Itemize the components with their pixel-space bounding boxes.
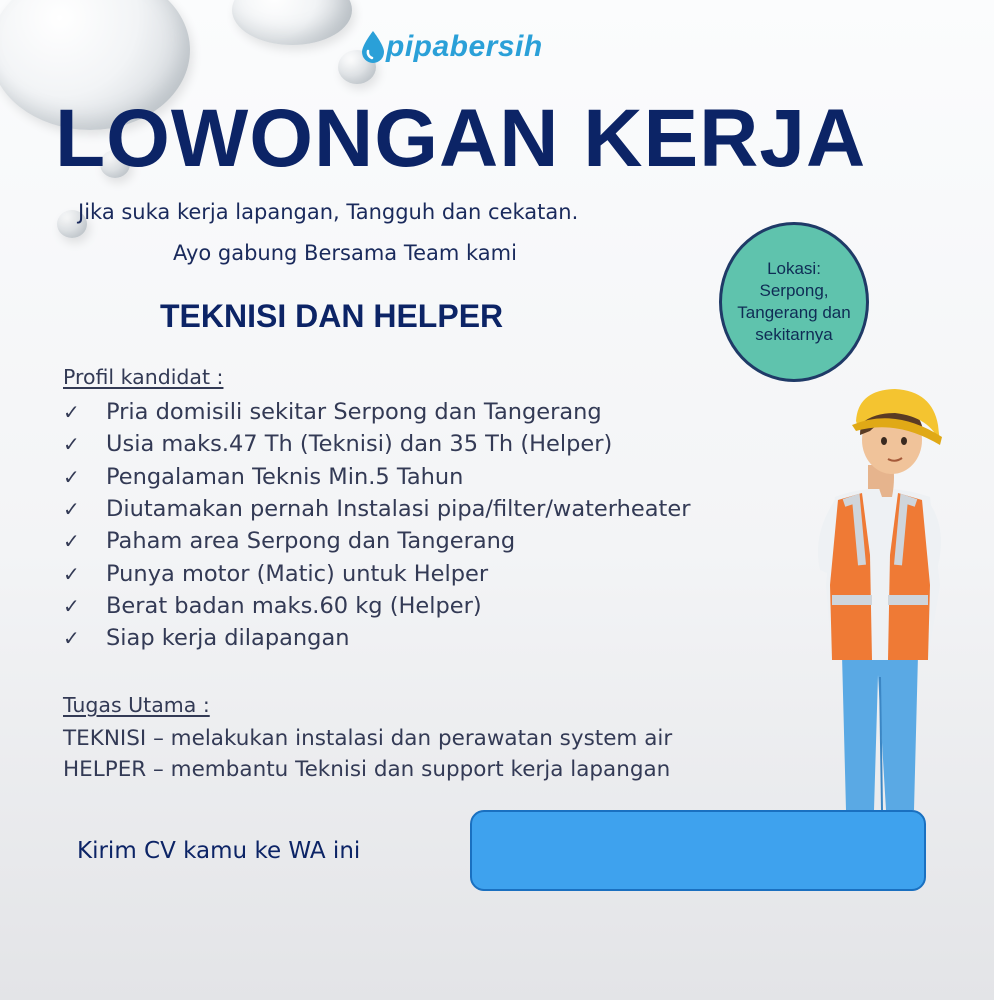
water-drop-icon (360, 30, 386, 64)
location-line: Serpong, (759, 281, 829, 300)
position-title: TEKNISI DAN HELPER (160, 298, 504, 334)
duty-helper: HELPER – membantu Teknisi dan support kerja lapangan (63, 757, 671, 782)
list-item: ✓ Diutamakan pernah Instalasi pipa/filter/waterheater (63, 496, 691, 523)
checkmark-icon: ✓ (63, 497, 80, 522)
checkmark-icon: ✓ (63, 432, 80, 457)
checkmark-icon: ✓ (63, 464, 80, 489)
checkmark-icon: ✓ (63, 626, 80, 651)
brand-logo (360, 30, 543, 64)
list-item: ✓ Punya motor (Matic) untuk Helper (63, 560, 489, 587)
worker-illustration (800, 385, 960, 815)
checkmark-icon: ✓ (63, 529, 80, 554)
checkmark-icon: ✓ (63, 593, 80, 618)
location-line: sekitarnya (755, 325, 833, 344)
profile-section-label: Profil kandidat : (63, 365, 224, 389)
list-item: ✓ Pria domisili sekitar Serpong dan Tangerang (63, 399, 602, 426)
list-item: ✓ Usia maks.47 Th (Teknisi) dan 35 Th (Helper) (63, 431, 613, 458)
checkmark-icon: ✓ (63, 561, 80, 586)
list-item: ✓ Pengalaman Teknis Min.5 Tahun (63, 463, 464, 490)
cta-text: Kirim CV kamu ke WA ini (77, 838, 361, 864)
location-badge (719, 222, 869, 382)
whatsapp-contact-box[interactable] (470, 810, 926, 891)
tagline-line-1: Jika suka kerja lapangan, Tangguh dan cekatan. (78, 200, 579, 224)
tagline-line-2: Ayo gabung Bersama Team kami (173, 241, 517, 265)
list-item: ✓ Siap kerja dilapangan (63, 625, 350, 652)
requirements-list (63, 396, 690, 654)
list-item: ✓ Berat badan maks.60 kg (Helper) (63, 592, 482, 619)
duty-teknisi: TEKNISI – melakukan instalasi dan perawatan system air (63, 726, 673, 751)
location-label: Lokasi: (767, 259, 821, 278)
page-title: LOWONGAN KERJA (55, 93, 867, 184)
water-drop-decoration (232, 0, 352, 45)
location-line: Tangerang dan (737, 303, 851, 322)
checkmark-icon: ✓ (63, 400, 80, 425)
duties-section-label: Tugas Utama : (63, 693, 210, 717)
brand-name: pipabersih (386, 30, 543, 63)
list-item: ✓ Paham area Serpong dan Tangerang (63, 528, 516, 555)
